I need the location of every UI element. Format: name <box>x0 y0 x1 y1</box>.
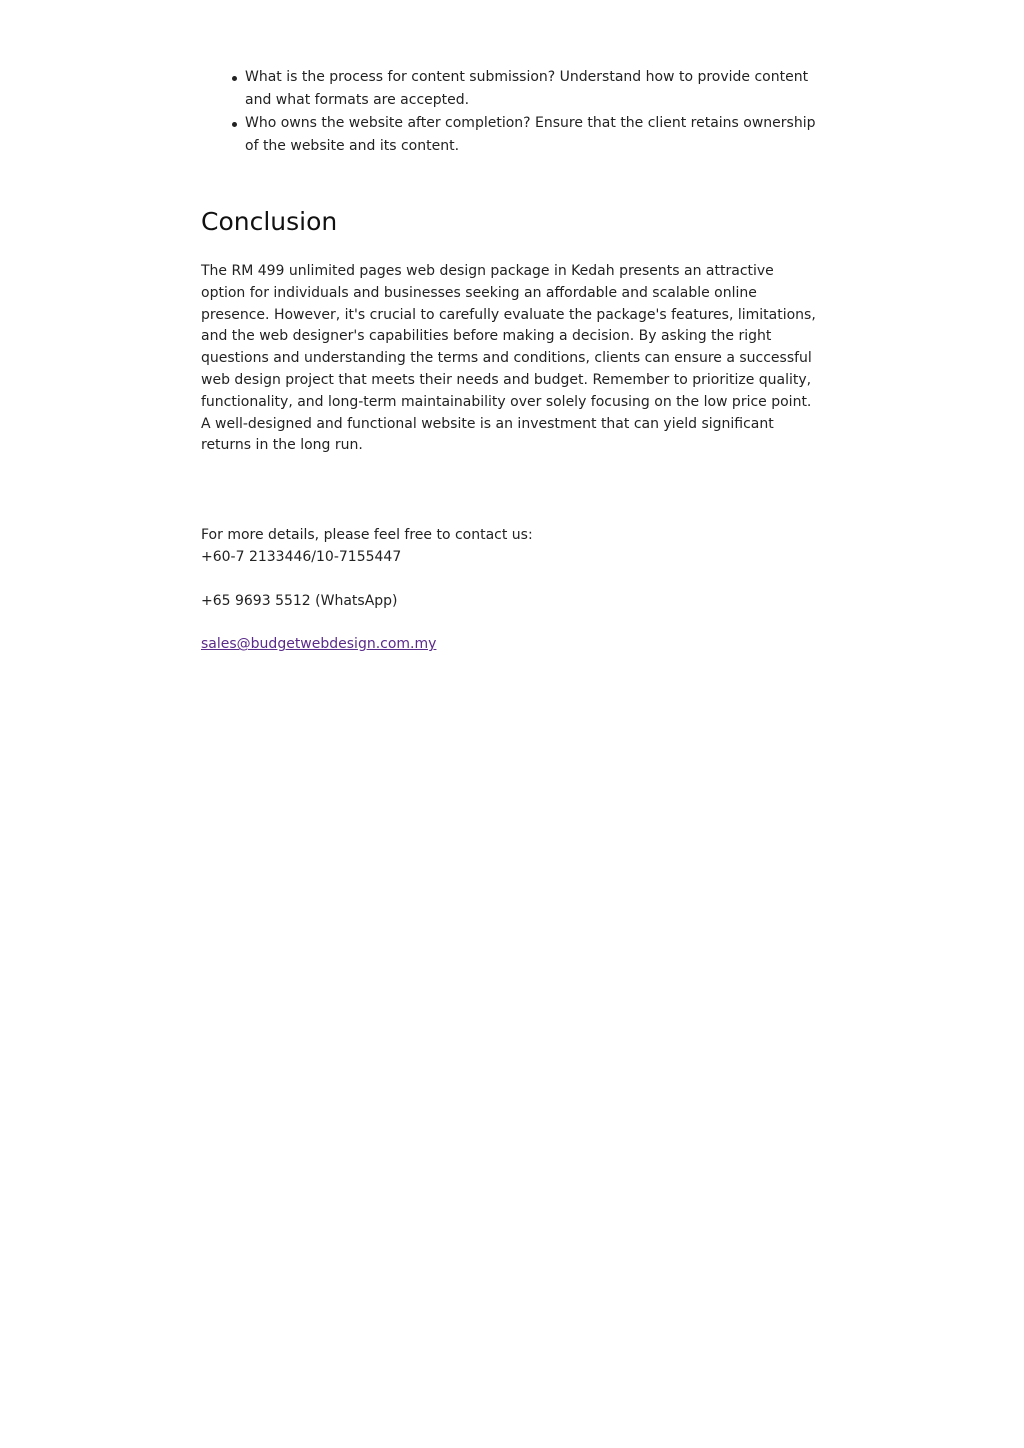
conclusion-paragraph: The RM 499 unlimited pages web design package in Kedah presents an attractive option for individuals and businesses seeking an affordable and scalable online presence. However, it's crucial to carefully evaluate the package's features, limitations, and the web designer's capabilities before making a decision. By asking the right questions and understanding the terms and conditions, clients can ensure a successful web design project that meets their needs and budget. Remember to prioritize quality, functionality, and long-term maintainability over solely focusing on the low price point. A well-designed and functional website is an investment that can yield significant returns in the long run. <box>201 263 816 454</box>
spacer <box>201 569 821 591</box>
contact-whatsapp: +65 9693 5512 (WhatsApp) <box>201 592 398 609</box>
faq-item: What is the process for content submission? Understand how to provide content and what formats are accepted. <box>245 66 821 112</box>
contact-block <box>201 525 821 656</box>
contact-phone: +60-7 2133446/10-7155447 <box>201 548 402 565</box>
faq-item: Who owns the website after completion? Ensure that the client retains ownership of the website and its content. <box>245 112 821 158</box>
spacer <box>201 612 821 634</box>
email-link[interactable]: sales@budgetwebdesign.com.my <box>201 636 437 653</box>
conclusion-heading: Conclusion <box>201 207 338 236</box>
contact-email-line <box>201 634 821 656</box>
contact-intro: For more details, please feel free to contact us: <box>201 527 533 544</box>
document-page <box>201 66 821 656</box>
faq-list <box>201 66 821 158</box>
